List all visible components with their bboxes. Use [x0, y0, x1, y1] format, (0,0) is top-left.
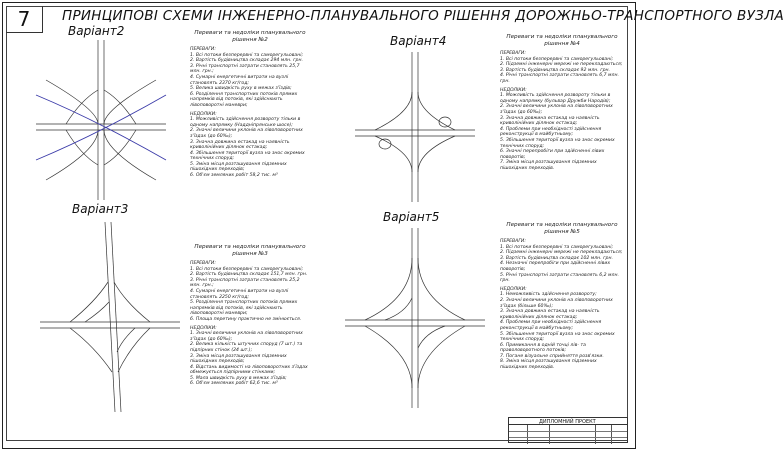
list-item: 4. Проблеми при необхідності здійснення реконструкції в майбутньому;: [500, 320, 602, 331]
list-item: 1. Можливість здійснення розвороту тільки в одному напрямку (Наддніпрянське шосе);: [190, 117, 301, 128]
sheet-title: ПРИНЦИПОВІ СХЕМИ ІНЖЕНЕРНО-ПЛАНУВАЛЬНОГО РІШЕННЯ ДОРОЖНЬО-ТРАНСПОРТНОГО ВУЗЛА: [62, 8, 784, 24]
variant4-interchange-drawing: [355, 52, 475, 202]
list-item: 5. Збільшення території вузла на знос окремих технічних споруд;: [500, 137, 615, 149]
variant4-advantages-title: ПЕРЕВАГИ:: [500, 51, 526, 56]
list-item: 2. Значні величини уклонів на лівоповоротних з'їздах (до 60‰);: [500, 104, 613, 115]
stamp-caption: ДИПЛОМНИЙ ПРОЕКТ: [539, 419, 596, 425]
list-item: 5. Річні транспортні затрати становлять 6,2 млн. грн.: [500, 272, 619, 284]
variant5-heading: Переваги та недоліки планувального рішення №5: [506, 222, 618, 235]
variant2-advantages-title: ПЕРЕВАГИ:: [190, 47, 216, 52]
variant4-advantages: [500, 57, 624, 85]
list-item: 1. Всі потоки безперервні та саморегульовані;: [500, 56, 614, 62]
list-item: 1. Значні величини уклонів на лівоповоротних з'їздах (до 60‰);: [190, 331, 303, 342]
list-item: 6. Об'єм земляних робіт 62,6 тис. м³: [190, 381, 278, 387]
list-item: 3. Значна довжина естакад на наявність криволінійних ділянок естакад;: [190, 139, 290, 151]
variant5-advantages: [500, 245, 624, 284]
list-item: 6. Розділення транспортних потоків прямих напрямків від потоків, які здійснюють лівоповоротні маневри;: [190, 91, 298, 108]
variant2-interchange-drawing: [36, 40, 166, 200]
list-item: 8. Зміна місця розташування підземних пішохідних переходів.: [500, 359, 597, 371]
list-item: 5. Розділення транспортних потоків прямих напрямків від потоків, які здійснюють лівоповоротні маневри;: [190, 300, 298, 317]
list-item: 3. Значна довжина естакад на наявність криволінійних ділянок естакад;: [500, 115, 600, 127]
variant2-description: [190, 30, 310, 179]
list-item: 4. Проблеми при необхідності здійснення реконструкції в майбутньому;: [500, 126, 602, 138]
list-item: 2. Підземні інженерні мережі не перекладаються;: [500, 250, 623, 256]
stamp-grid: [509, 424, 627, 444]
list-item: 5. Зміна місця розташування підземних пішохідних переходів;: [190, 161, 287, 173]
variant3-heading: Переваги та недоліки планувального рішення №3: [194, 244, 306, 257]
list-item: 3. Зміна місця розташування підземних пішохідних переходів;: [190, 353, 287, 365]
list-item: 5. Велика швидкість руху в межах з'їздів;: [190, 86, 292, 92]
variant5-label: Варіант5: [383, 210, 440, 224]
list-item: 1. Всі потоки безперервні та саморегульовані;: [500, 244, 614, 250]
variant5-description: [500, 222, 624, 371]
list-item: 4. Збільшення території вузла на знос окремих технічних споруд;: [190, 150, 305, 162]
list-item: 7. Зміна місця розташування підземних пішохідних переходів.: [500, 160, 597, 171]
variant5-disadvantages-title: НЕДОЛІКИ:: [500, 286, 527, 292]
variant2-disadvantages-title: НЕДОЛІКИ:: [190, 111, 217, 117]
variant3-advantages: [190, 267, 310, 323]
variant2-label: Варіант2: [68, 24, 125, 38]
list-item: 1. Всі потоки безперервні та саморегульовані;: [190, 266, 304, 272]
list-item: 4. Незначні перепробіги при здійсненні лівих поворотів;: [500, 261, 611, 272]
list-item: 3. Вартість будівництва складає 102 млн. грн.: [500, 255, 613, 261]
variant4-disadvantages: [500, 93, 624, 171]
list-item: 2. Велика кількість штучних споруд (7 шт.) та підпірних стінок (24 шт.);: [190, 342, 303, 353]
variant2-advantages: [190, 53, 310, 109]
list-item: 3. Вартість будівництва складає 92 млн. грн.: [500, 67, 610, 73]
variant2-disadvantages: [190, 117, 310, 179]
list-item: 3. Значна довжина естакад на наявність криволінійних ділянок естакад;: [500, 309, 600, 320]
list-item: 2. Вартість будівництва складає 151,7 млн. грн.: [190, 272, 308, 278]
list-item: 2. Підземні інженерні мережі не перекладаються;: [500, 62, 623, 68]
variant3-disadvantages-title: НЕДОЛІКИ:: [190, 325, 217, 331]
list-item: 4. Сумарні енергетичні витрати на вузлі становлять 2370 кг/год;: [190, 74, 289, 86]
variant4-description: [500, 34, 624, 171]
variant5-advantages-title: ПЕРЕВАГИ:: [500, 239, 526, 244]
variant3-advantages-title: ПЕРЕВАГИ:: [190, 261, 216, 266]
variant3-description: [190, 244, 310, 387]
variant5-interchange-drawing: [345, 228, 485, 408]
sheet-number: 7: [6, 6, 43, 33]
list-item: 1. Неможливість здійснення розвороту;: [500, 292, 597, 298]
list-item: 1. Всі потоки безперервні та саморегульовані;: [190, 52, 304, 58]
list-item: 5. Мала швидкість руху в межах з'їздів;: [190, 375, 287, 381]
list-item: 4. Річні транспортні затрати становлять 6,7 млн. грн.: [500, 73, 619, 84]
list-item: 6. Площа перетину практично не змінюється.: [190, 316, 302, 322]
list-item: 4. Відстань видимості на лівоповоротних з'їздах обмежується підпірними стінками;: [190, 364, 308, 376]
variant4-disadvantages-title: НЕДОЛІКИ:: [500, 87, 527, 93]
list-item: 4. Сумарні енергетичні витрати на вузлі становлять 2250 кг/год;: [190, 288, 289, 300]
list-item: 2. Значні величини уклонів на лівоповоротних з'їздах (більше 60‰);: [500, 297, 613, 309]
variant4-heading: Переваги та недоліки планувального рішення №4: [506, 34, 618, 47]
variant5-disadvantages: [500, 292, 624, 370]
list-item: 6. Значні перепробіги при здійсненні лівих поворотів;: [500, 149, 605, 160]
list-item: 1. Можливість здійснення розвороту тільки в одному напрямку (бульвар Дружби Народів);: [500, 93, 611, 104]
list-item: 6. Примикання в одній точці лів- та праволоворотного потоків;: [500, 342, 586, 354]
title-block-stamp: [508, 417, 628, 443]
list-item: 3. Річні транспортні затрати становлять 25,2 млн. грн.;: [190, 277, 300, 289]
list-item: 2. Значні величини уклонів на лівоповоротних з'їздах (до 60‰);: [190, 128, 303, 139]
list-item: 2. Вартість будівництва складає 294 млн. грн.: [190, 58, 303, 64]
variant3-interchange-drawing: [40, 222, 180, 412]
variant4-label: Варіант4: [390, 34, 447, 48]
variant3-label: Варіант3: [72, 202, 129, 216]
list-item: 5. Збільшення території вузла на знос окремих технічних споруд;: [500, 331, 615, 343]
list-item: 6. Об'єм земляних робіт 58,2 тис. м³: [190, 173, 278, 179]
list-item: 3. Річні транспортні затрати становлять 25,7 млн. грн.;: [190, 63, 300, 75]
variant3-disadvantages: [190, 331, 310, 387]
list-item: 7. Погане візуальне сприйняття розв'язки.: [500, 353, 604, 359]
variant2-heading: Переваги та недоліки планувального рішення №2: [194, 30, 306, 43]
